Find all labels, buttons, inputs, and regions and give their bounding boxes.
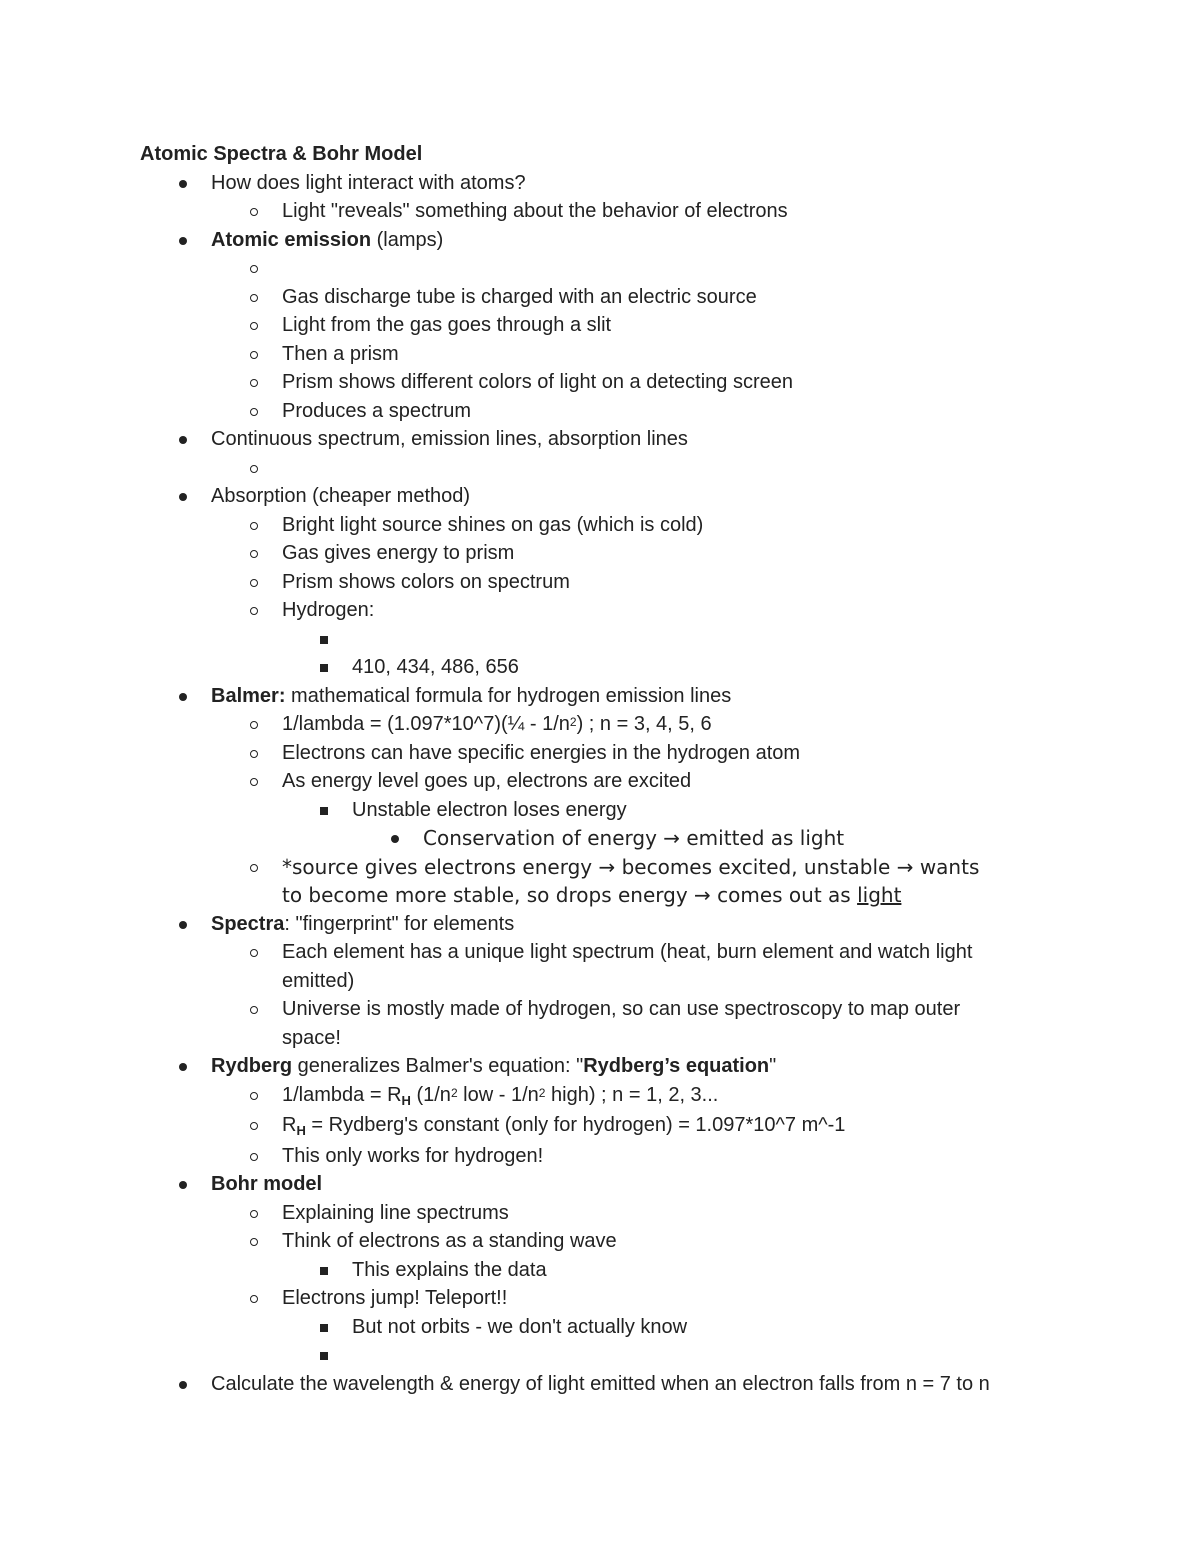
bullet-square-icon (320, 636, 328, 644)
list-item: Spectra: "fingerprint" for elements (140, 910, 1070, 939)
bullet-circle-icon (250, 949, 258, 957)
list-item: Continuous spectrum, emission lines, absorption lines (140, 425, 1070, 454)
list-item: Gas gives energy to prism (140, 539, 1070, 568)
list-item-empty (140, 454, 1070, 483)
list-item: Hydrogen: (140, 596, 1070, 625)
list-item: Prism shows different colors of light on a detecting screen (140, 368, 1070, 397)
bullet-circle-icon (250, 721, 258, 729)
list-item: Prism shows colors on spectrum (140, 568, 1070, 597)
bullet-circle-icon (250, 265, 258, 273)
bullet-circle-icon (250, 607, 258, 615)
list-item (140, 1170, 1070, 1199)
list-item: Unstable electron loses energy (140, 796, 1070, 825)
list-item: Think of electrons as a standing wave (140, 1227, 1070, 1256)
page-title: Atomic Spectra & Bohr Model (140, 143, 423, 165)
list-item: This only works for hydrogen! (140, 1142, 1070, 1171)
bullet-circle-icon (250, 1122, 258, 1130)
list-item: As energy level goes up, electrons are excited (140, 767, 1070, 796)
rydberg-formula: 1/lambda = $R_H$ ($1/n^2$ low - $1/n^2$ high) ; n = 1, 2, 3... (282, 1083, 719, 1108)
bullet-disc-icon (179, 1381, 187, 1389)
bullet-circle-icon (250, 208, 258, 216)
bullet-circle-icon (250, 1092, 258, 1100)
bullet-square-icon (320, 1267, 328, 1275)
bullet-circle-icon (250, 778, 258, 786)
bullet-circle-icon (250, 864, 258, 872)
bullet-circle-icon (250, 1295, 258, 1303)
list-item: Light from the gas goes through a slit (140, 311, 1070, 340)
list-item: Gas discharge tube is charged with an electric source (140, 283, 1070, 312)
list-item: 410, 434, 486, 656 (140, 653, 1070, 682)
bullet-circle-icon (250, 294, 258, 302)
list-item-empty (140, 625, 1070, 654)
bullet-circle-icon (250, 465, 258, 473)
list-item: Conservation of energy → emitted as light (140, 824, 1070, 853)
list-item: But not orbits - we don't actually know (140, 1313, 1070, 1342)
bullet-square-icon (320, 807, 328, 815)
list-item: Balmer: mathematical formula for hydrogen emission lines (140, 682, 1070, 711)
list-item: Rydberg generalizes Balmer's equation: "Rydberg’s equation" (140, 1052, 1070, 1081)
term-balmer: Balmer: (211, 684, 286, 707)
list-item (140, 1111, 1070, 1142)
bullet-disc-icon (179, 921, 187, 929)
bullet-circle-icon (250, 1006, 258, 1014)
bullet-disc-icon (179, 180, 187, 188)
list-item (140, 710, 1070, 739)
bullet-disc-icon (179, 436, 187, 444)
bullet-circle-icon (250, 1238, 258, 1246)
list-item: Produces a spectrum (140, 397, 1070, 426)
list-item: Electrons jump! Teleport!! (140, 1284, 1070, 1313)
list-item: Then a prism (140, 340, 1070, 369)
bullet-circle-icon (250, 750, 258, 758)
bullet-circle-icon (250, 522, 258, 530)
term-atomic-emission: Atomic emission (211, 228, 372, 251)
bullet-circle-icon (250, 408, 258, 416)
list-item: Explaining line spectrums (140, 1199, 1070, 1228)
notes-page (140, 140, 1070, 1398)
list-item: Bright light source shines on gas (which is cold) (140, 511, 1070, 540)
list-item: Absorption (cheaper method) (140, 482, 1070, 511)
bullet-circle-icon (250, 351, 258, 359)
bullet-disc-icon (179, 237, 187, 245)
bullet-circle-icon (250, 322, 258, 330)
list-item: Universe is mostly made of hydrogen, so can use spectroscopy to map outer space! (140, 995, 1070, 1052)
bullet-circle-icon (250, 1210, 258, 1218)
bullet-disc-icon (179, 1063, 187, 1071)
bullet-square-icon (320, 1324, 328, 1332)
bullet-circle-icon (250, 1153, 258, 1161)
term-spectra: Spectra (211, 912, 285, 935)
balmer-formula: 1/lambda = (1.097*10^7)(¼ - $1/n^2$) ; n = 3, 4, 5, 6 (282, 713, 712, 735)
list-item (140, 1081, 1070, 1112)
list-item: Electrons can have specific energies in the hydrogen atom (140, 739, 1070, 768)
list-item: Calculate the wavelength & energy of light emitted when an electron falls from n = 7 to n (140, 1370, 1070, 1399)
bullet-disc-icon (179, 693, 187, 701)
bullet-square-icon (320, 664, 328, 672)
list-item: How does light interact with atoms? (140, 169, 1070, 198)
bullet-circle-icon (250, 579, 258, 587)
bullet-disc-icon (179, 493, 187, 501)
list-item: *source gives electrons energy → becomes excited, unstable → wants to become more stable, so drops energy → comes out as light (140, 853, 1070, 910)
term-rydberg-equation: Rydberg’s equation (583, 1055, 770, 1077)
bullet-circle-icon (250, 379, 258, 387)
list-item: Each element has a unique light spectrum (heat, burn element and watch light emitted) (140, 938, 1070, 995)
term-rydberg: Rydberg (211, 1055, 293, 1077)
list-item-empty (140, 1341, 1070, 1370)
term-bohr-model: Bohr model (211, 1173, 323, 1195)
underlined-light: light (857, 883, 902, 907)
bullet-disc-icon (391, 835, 399, 843)
list-item: Light "reveals" something about the behavior of electrons (140, 197, 1070, 226)
bullet-circle-icon (250, 550, 258, 558)
rydberg-constant: $R_H$ = Rydberg's constant (only for hydrogen) = 1.097*10^7 m^-1 (282, 1114, 846, 1138)
bullet-disc-icon (179, 1181, 187, 1189)
bullet-square-icon (320, 1352, 328, 1360)
list-item: Atomic emission (lamps) (140, 226, 1070, 255)
list-item: This explains the data (140, 1256, 1070, 1285)
list-item-empty (140, 254, 1070, 283)
